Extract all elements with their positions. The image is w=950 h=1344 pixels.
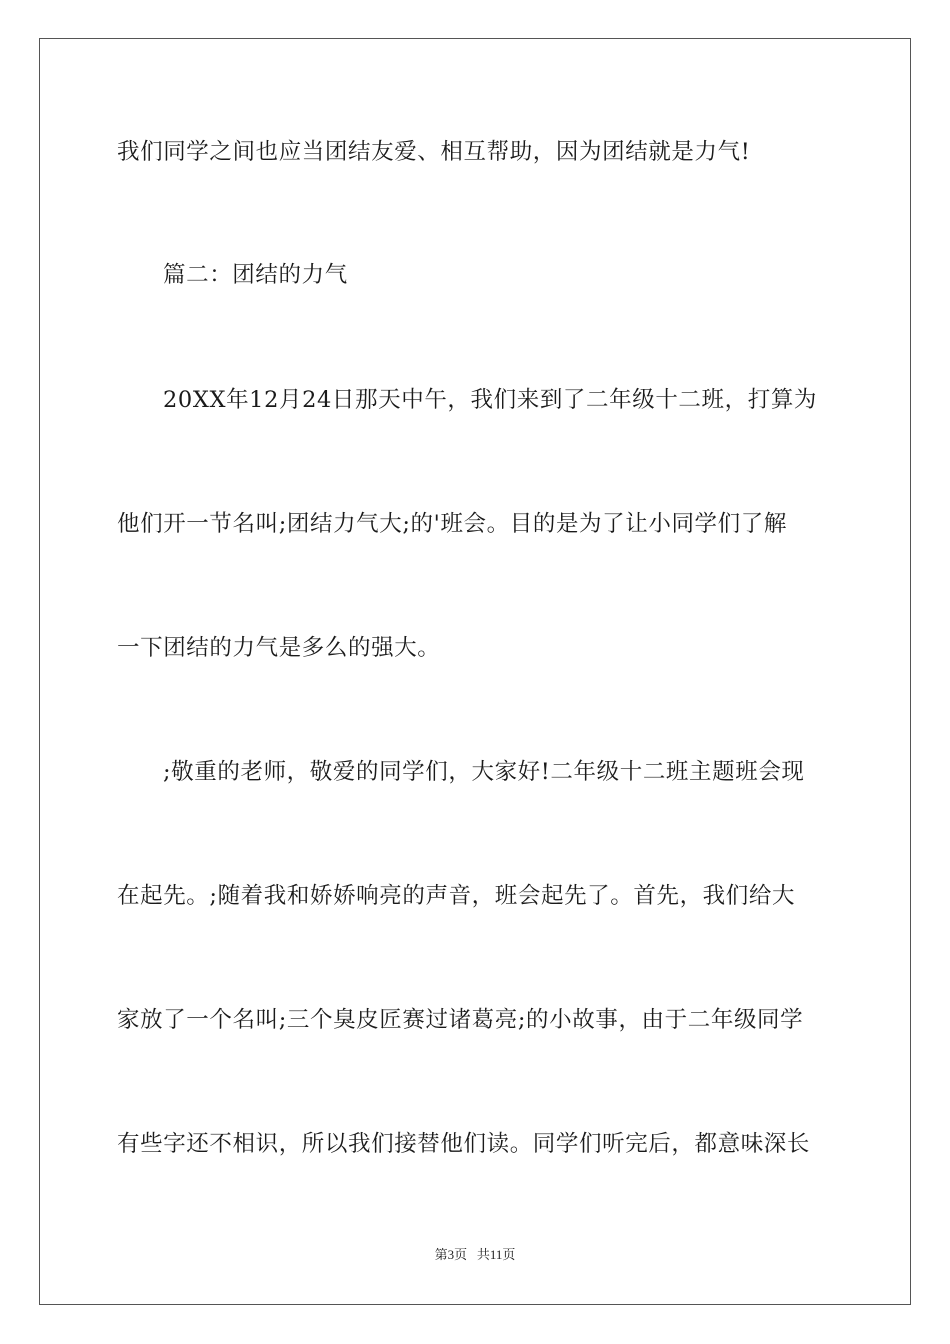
- body-text-line-1: 我们同学之间也应当团结友爱、相互帮助，因为团结就是力气!: [117, 139, 751, 165]
- body-text-line-7: 家放了一个名叫;三个臭皮匠赛过诸葛亮;的小故事，由于二年级同学: [117, 1007, 804, 1033]
- body-text-line-5: ;敬重的老师，敬爱的同学们，大家好!二年级十二班主题班会现: [163, 759, 805, 785]
- body-text-line-3: 他们开一节名叫;团结力气大;的'班会。目的是为了让小同学们了解: [117, 511, 787, 537]
- body-text-line-2: 20XX年12月24日那天中午，我们来到了二年级十二班，打算为: [163, 387, 818, 413]
- page-border: [39, 38, 911, 1305]
- body-text-line-6: 在起先。;随着我和娇娇响亮的声音，班会起先了。首先，我们给大: [117, 883, 796, 909]
- body-text-line-4: 一下团结的力气是多么的强大。: [117, 635, 441, 661]
- total-pages: 共11页: [476, 1247, 516, 1262]
- body-text-line-8: 有些字还不相识，所以我们接替他们读。同学们听完后，都意味深长: [117, 1131, 811, 1157]
- page-number: 第3页: [434, 1247, 468, 1262]
- page-footer: [0, 1247, 950, 1263]
- section-heading: 篇二：团结的力气: [163, 262, 348, 288]
